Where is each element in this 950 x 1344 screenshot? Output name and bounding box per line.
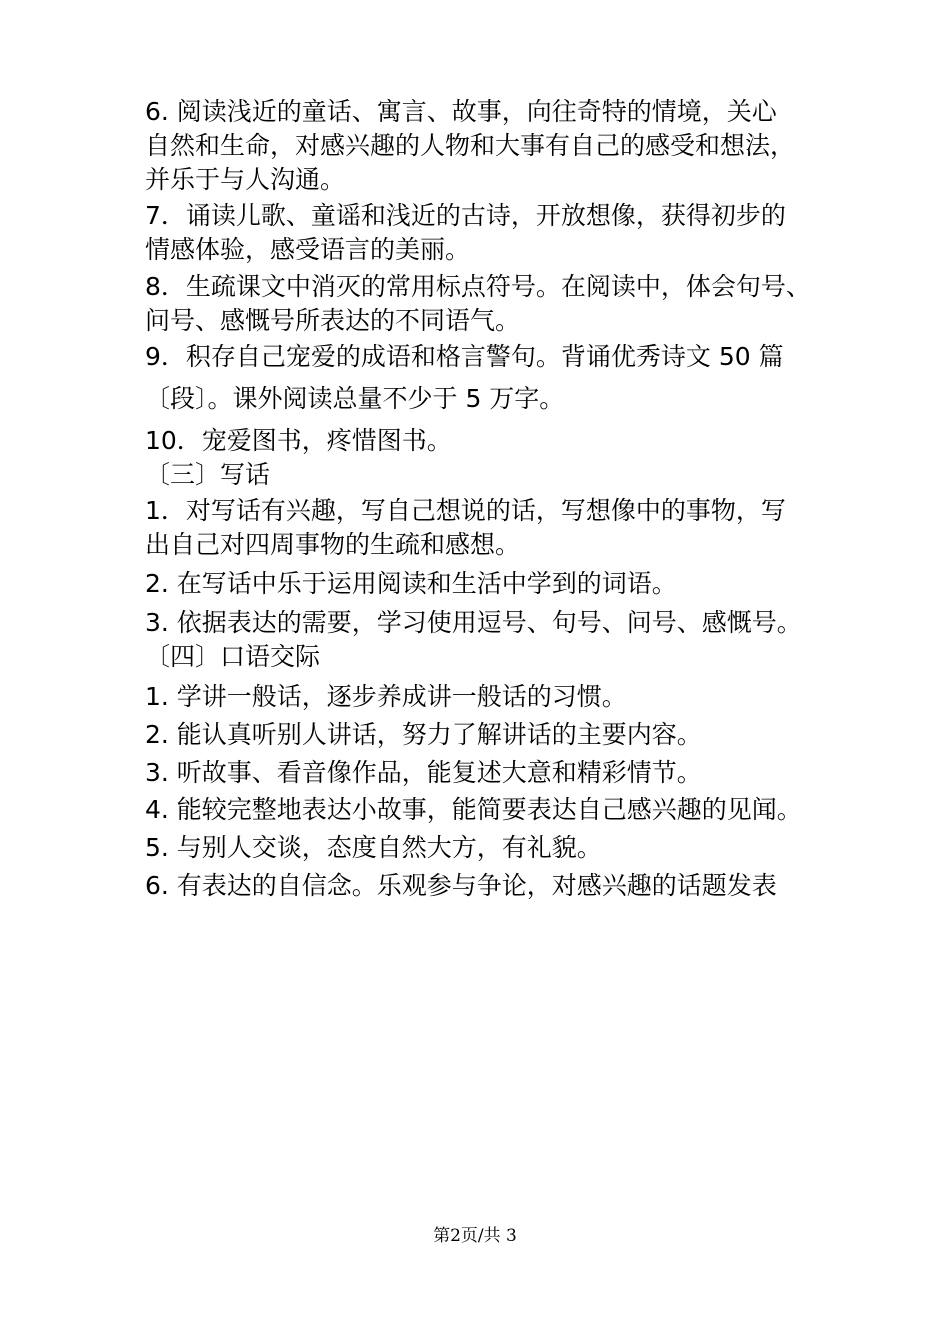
text-line: 2. 能认真听别人讲话，努力了解讲话的主要内容。	[145, 720, 702, 749]
text-line: 5. 与别人交谈，态度自然大方，有礼貌。	[145, 833, 602, 862]
text-line: 3. 依据表达的需要，学习使用逗号、句号、问号、感慨号。	[145, 608, 802, 637]
page-number-footer: 第2页/共 3	[433, 1226, 517, 1246]
text-line: 8．生疏课文中消灭的常用标点符号。在阅读中，体会句号、	[145, 272, 811, 301]
text-line: 出自己对四周事物的生疏和感想。	[145, 530, 521, 559]
text-line: 2. 在写话中乐于运用阅读和生活中学到的词语。	[145, 569, 677, 598]
text-line: 4. 能较完整地表达小故事，能简要表达自己感兴趣的见闻。	[145, 795, 802, 824]
text-line: 〔段〕。课外阅读总量不少于 5 万字。	[145, 384, 565, 413]
text-line: 1. 学讲一般话，逐步养成讲一般话的习惯。	[145, 682, 627, 711]
text-line: 10．宠爱图书，疼惜图书。	[145, 426, 452, 455]
text-line: 9．积存自己宠爱的成语和格言警句。背诵优秀诗文 50 篇	[145, 342, 784, 371]
text-line: 6. 有表达的自信念。乐观参与争论，对感兴趣的话题发表	[145, 871, 777, 900]
section-heading: 〔四〕口语交际	[145, 642, 321, 671]
text-line: 1．对写话有兴趣，写自己想说的话，写想像中的事物，写	[145, 496, 786, 525]
section-heading: 〔三〕写话	[145, 460, 271, 489]
text-line: 问号、感慨号所表达的不同语气。	[145, 306, 521, 335]
text-line: 自然和生命，对感兴趣的人物和大事有自己的感受和想法，	[145, 131, 796, 160]
text-line: 3. 听故事、看音像作品，能复述大意和精彩情节。	[145, 758, 702, 787]
text-line: 7．诵读儿歌、童谣和浅近的古诗，开放想像，获得初步的	[145, 201, 786, 230]
text-line: 情感体验，感受语言的美丽。	[145, 235, 471, 264]
text-line: 6. 阅读浅近的童话、寓言、故事，向往奇特的情境，关心	[145, 97, 777, 126]
text-line: 并乐于与人沟通。	[145, 165, 346, 194]
